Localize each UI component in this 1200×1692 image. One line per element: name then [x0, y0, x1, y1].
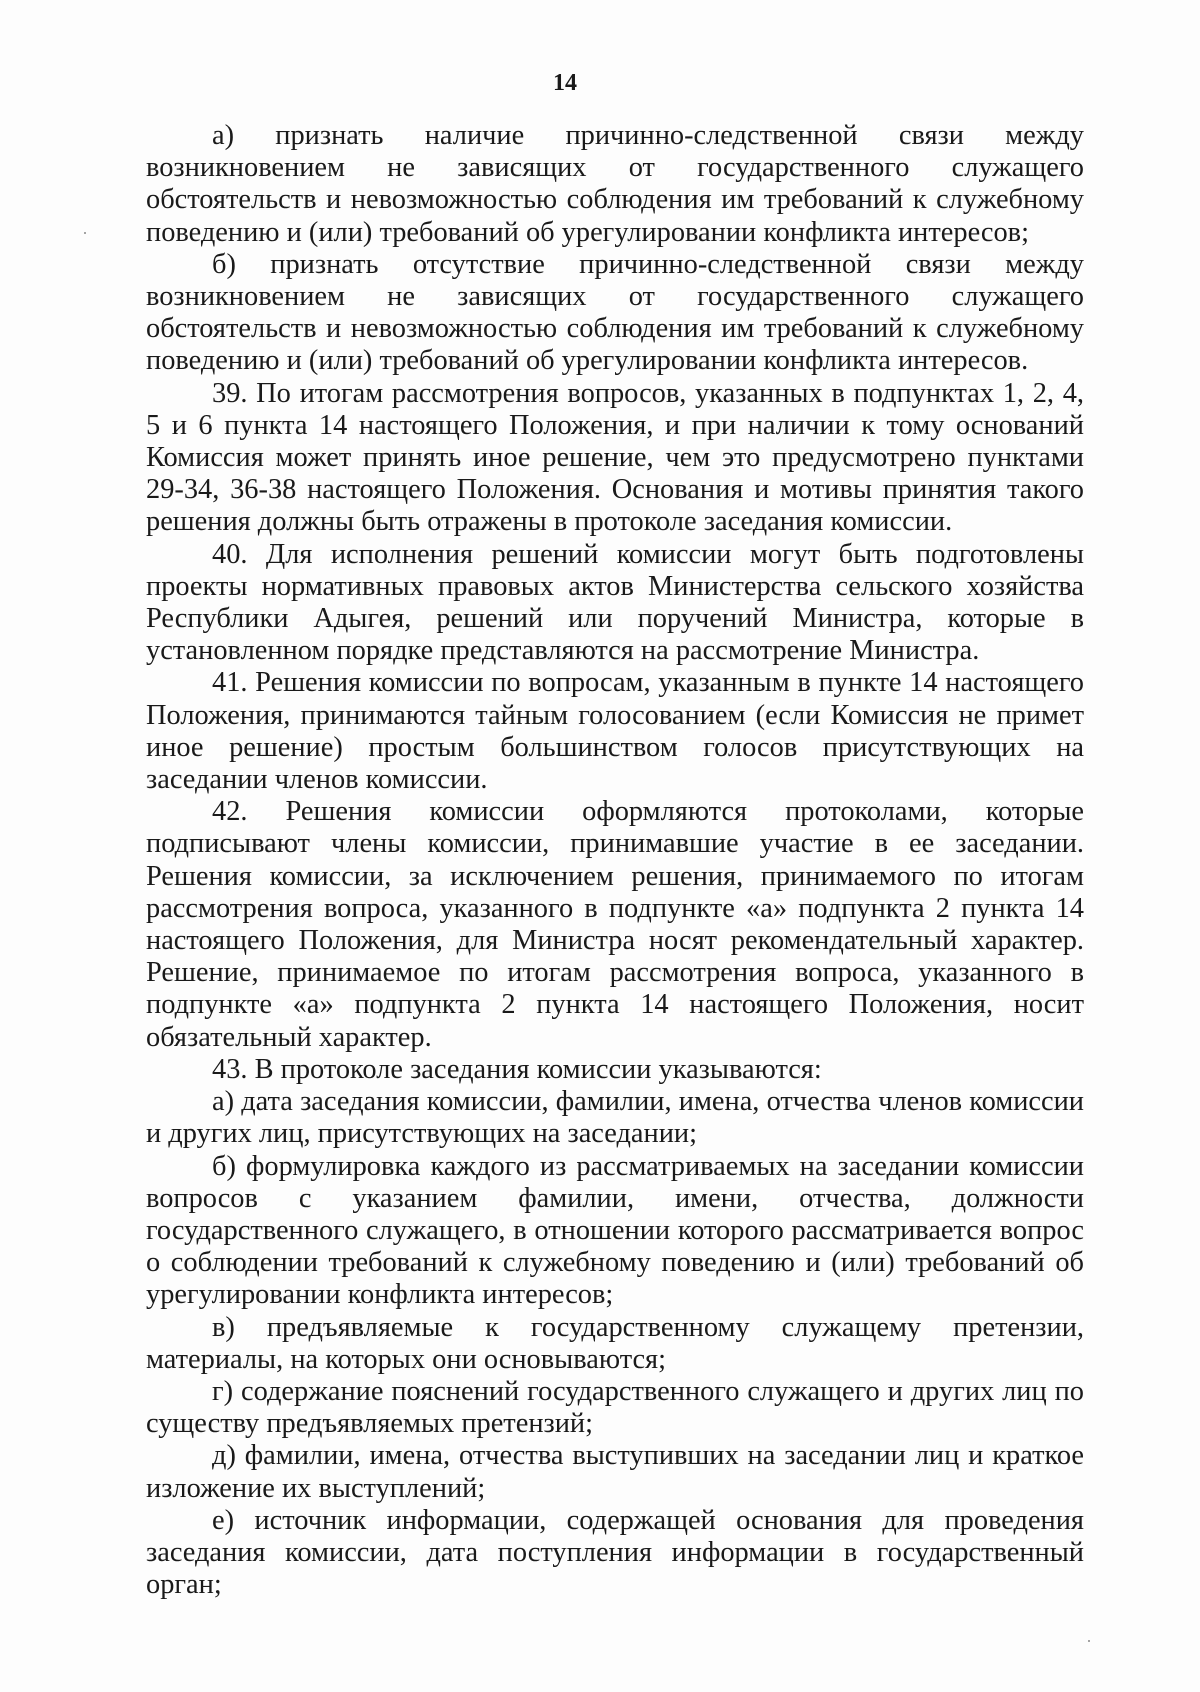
- paragraph-43-v: в) предъявляемые к государственному служащему претензии, материалы, на которых они основываются;: [146, 1311, 1084, 1375]
- paragraph-40: 40. Для исполнения решений комиссии могут быть подготовлены проекты нормативных правовых актов Министерства сельского хозяйства Республики Адыгея, решений или поручений Министра, которые в установленном порядке представляются на рассмотрение Министра.: [146, 538, 1084, 667]
- page-number: 14: [553, 70, 577, 96]
- paragraph-43: 43. В протоколе заседания комиссии указываются:: [212, 1053, 822, 1085]
- paragraph-a-recognize-link: а) признать наличие причинно-следственной связи между возникновением не зависящих от государственного служащего обстоятельств и невозможностью соблюдения им требований к служебному поведению и (или) требований об урегулировании конфликта интересов;: [146, 120, 1084, 248]
- scan-speck: [84, 232, 86, 234]
- paragraph-43-b: б) формулировка каждого из рассматриваемых на заседании комиссии вопросов с указанием фамилии, имени, отчества, должности государственного служащего, в отношении которого рассматривается вопрос о соблюдении требований к служебному поведению и (или) требований об урегулировании конфликта интересов;: [146, 1150, 1084, 1311]
- document-body: [146, 120, 1084, 1601]
- paragraph-43-g: г) содержание пояснений государственного служащего и других лиц по существу предъявляемых претензий;: [146, 1375, 1084, 1440]
- scan-speck: [1088, 1640, 1090, 1642]
- paragraph-b-recognize-no-link: б) признать отсутствие причинно-следственной связи между возникновением не зависящих от государственного служащего обстоятельств и невозможностью соблюдения им требований к служебному поведению и (или) требований об урегулировании конфликта интересов.: [146, 248, 1084, 377]
- paragraph-43-e: е) источник информации, содержащей основания для проведения заседания комиссии, дата поступления информации в государственный орган;: [146, 1504, 1084, 1601]
- paragraph-43-d: д) фамилии, имена, отчества выступивших на заседании лиц и краткое изложение их выступлений;: [146, 1440, 1084, 1504]
- paragraph-43-a: а) дата заседания комиссии, фамилии, имена, отчества членов комиссии и других лиц, присутствующих на заседании;: [146, 1086, 1084, 1150]
- paragraph-39: 39. По итогам рассмотрения вопросов, указанных в подпунктах 1, 2, 4, 5 и 6 пункта 14 настоящего Положения, и при наличии к тому оснований Комиссия может принять иное решение, чем это предусмотрено пунктами 29-34, 36-38 настоящего Положения. Основания и мотивы принятия такого решения должны быть отражены в протоколе заседания комиссии.: [146, 377, 1084, 538]
- paragraph-41: 41. Решения комиссии по вопросам, указанным в пункте 14 настоящего Положения, принимаются тайным голосованием (если Комиссия не примет иное решение) простым большинством голосов присутствующих на заседании членов комиссии.: [146, 667, 1084, 796]
- paragraph-42: 42. Решения комиссии оформляются протоколами, которые подписывают члены комиссии, принимавшие участие в ее заседании. Решения комиссии, за исключением решения, принимаемого по итогам рассмотрения вопроса, указанного в подпункте «а» подпункта 2 пункта 14 настоящего Положения, для Министра носят рекомендательный характер. Решение, принимаемое по итогам рассмотрения вопроса, указанного в подпункте «а» подпункта 2 пункта 14 настоящего Положения, носит обязательный характер.: [146, 796, 1084, 1053]
